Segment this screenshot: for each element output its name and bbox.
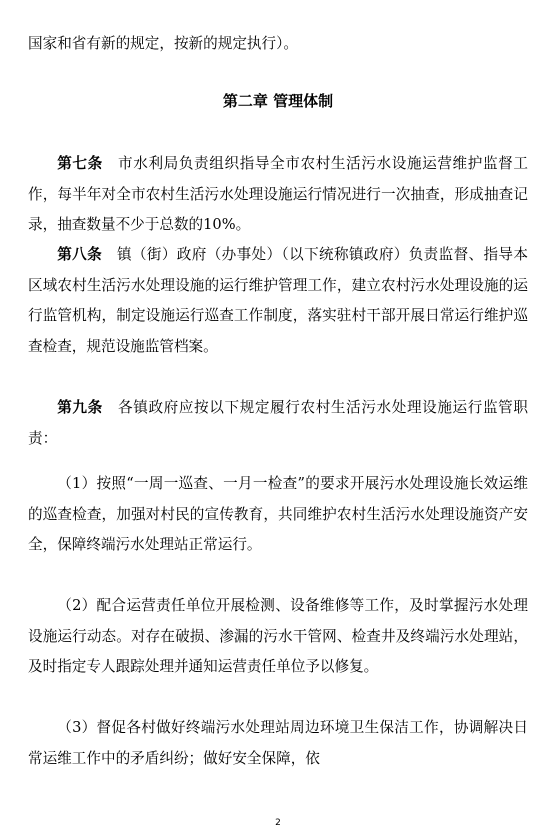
item-2-text: （2）配合运营责任单位开展检测、设备维修等工作，及时掌握污水处理设施运行动态。对存在破损、渗漏的污水干管网、检查井及终端污水处理站，及时指定专人跟踪处理并通知运营责任单位予以修复。 [28,597,528,675]
item-1-text: （1）按照“一周一巡查、一月一检查”的要求开展污水处理设施长效运维的巡查检查，加强对村民的宣传教育，共同维护农村生活污水处理设施资产安全，保障终端污水处理站正常运行。 [28,475,528,553]
carry-over-text: 国家和省有新的规定，按新的规定执行）。 [28,35,298,52]
article-9 [28,393,528,454]
article-8 [28,240,528,362]
item-1 [28,469,528,561]
article-8-text: 镇（街）政府（办事处）（以下统称镇政府）负责监督、指导本区域农村生活污水处理设施的运行维护管理工作，建立农村污水处理设施的运行监管机构，制定设施运行巡查工作制度，落实驻村干部开展日常运行维护巡查检查，规范设施监管档案。 [28,246,528,355]
article-9-heading: 第九条 [57,399,103,416]
article-7 [28,149,528,241]
carry-over-paragraph [28,29,528,60]
item-2 [28,591,528,683]
page-number: 2 [275,818,281,828]
article-9-text: 各镇政府应按以下规定履行农村生活污水处理设施运行监管职责： [28,399,528,447]
item-3-text: （3）督促各村做好终端污水处理站周边环境卫生保洁工作，协调解决日常运维工作中的矛盾纠纷；做好安全保障，依 [28,719,528,767]
chapter-title: 第二章 管理体制 [222,92,334,110]
article-8-heading: 第八条 [57,246,103,263]
article-7-text: 市水利局负责组织指导全市农村生活污水设施运营维护监督工作，每半年对全市农村生活污水处理设施运行情况进行一次抽查，形成抽查记录，抽查数量不少于总数的10%。 [28,155,528,233]
article-7-heading: 第七条 [57,155,103,172]
item-3 [28,713,528,774]
